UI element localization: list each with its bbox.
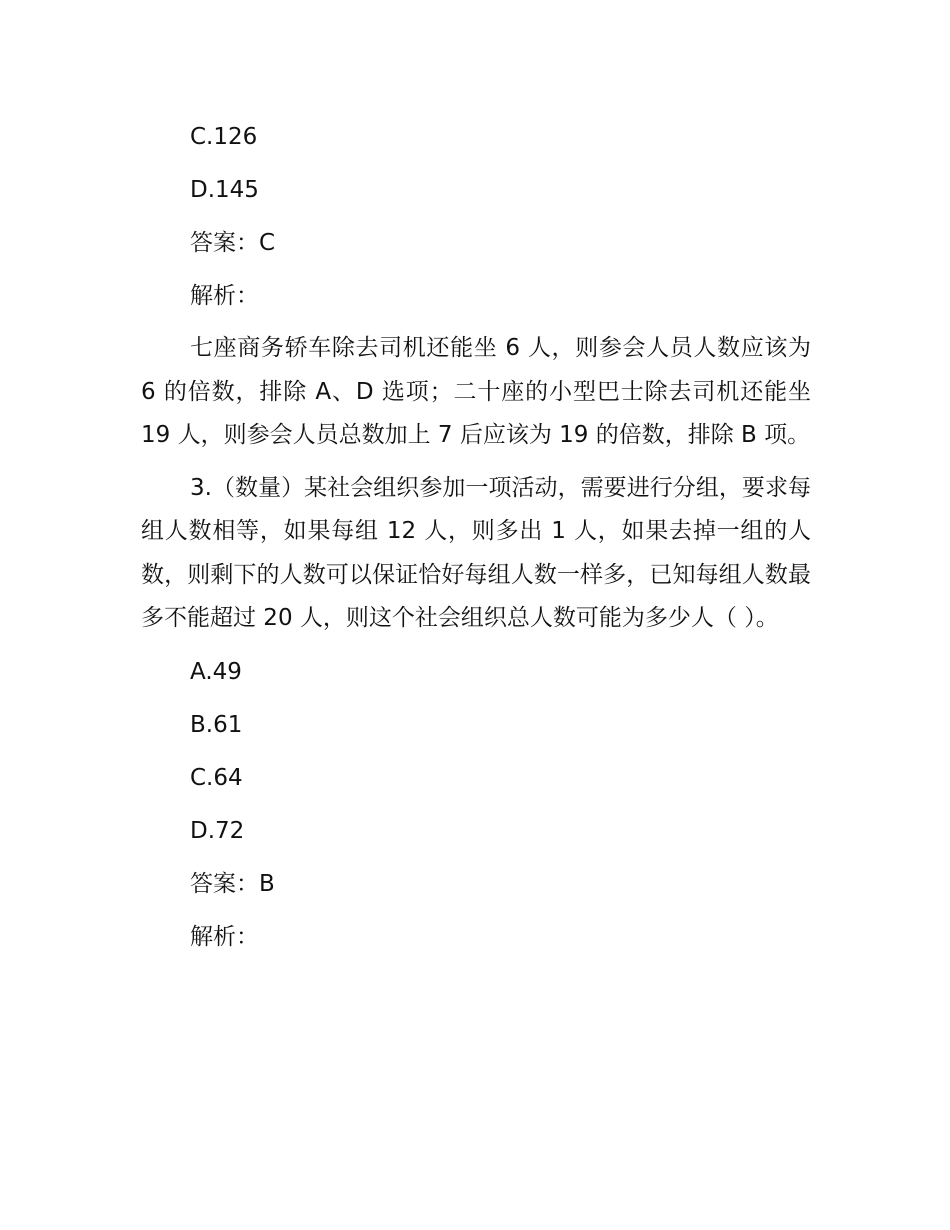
option-a: A.49 bbox=[190, 658, 242, 685]
option-c: C.126 bbox=[190, 124, 258, 150]
document-page bbox=[141, 115, 811, 968]
question-3-stem: 3.（数量）某社会组织参加一项活动，需要进行分组，要求每组人数相等，如果每组 12 人，则多出 1 人，如果去掉一组的人数，则剩下的人数可以保证恰好每组人数一样多，已知每组人数最多不能超过 20 人，则这个社会组织总人数可能为多少人（ ）。 bbox=[141, 474, 811, 631]
analysis-paragraph: 七座商务轿车除去司机还能坐 6 人，则参会人员人数应该为 6 的倍数，排除 A、D 选项；二十座的小型巴士除去司机还能坐 19 人，则参会人员总数加上 7 后应该为 19 的倍数，排除 B 项。 bbox=[141, 335, 811, 448]
analysis-label: 解析： bbox=[190, 923, 259, 950]
option-c: C.64 bbox=[190, 764, 243, 791]
analysis-label: 解析： bbox=[190, 283, 259, 309]
answer-line: 答案：B bbox=[190, 870, 275, 897]
option-d: D.145 bbox=[190, 177, 259, 203]
option-d: D.72 bbox=[190, 817, 245, 844]
answer-line: 答案：C bbox=[190, 230, 276, 256]
option-b: B.61 bbox=[190, 711, 243, 738]
